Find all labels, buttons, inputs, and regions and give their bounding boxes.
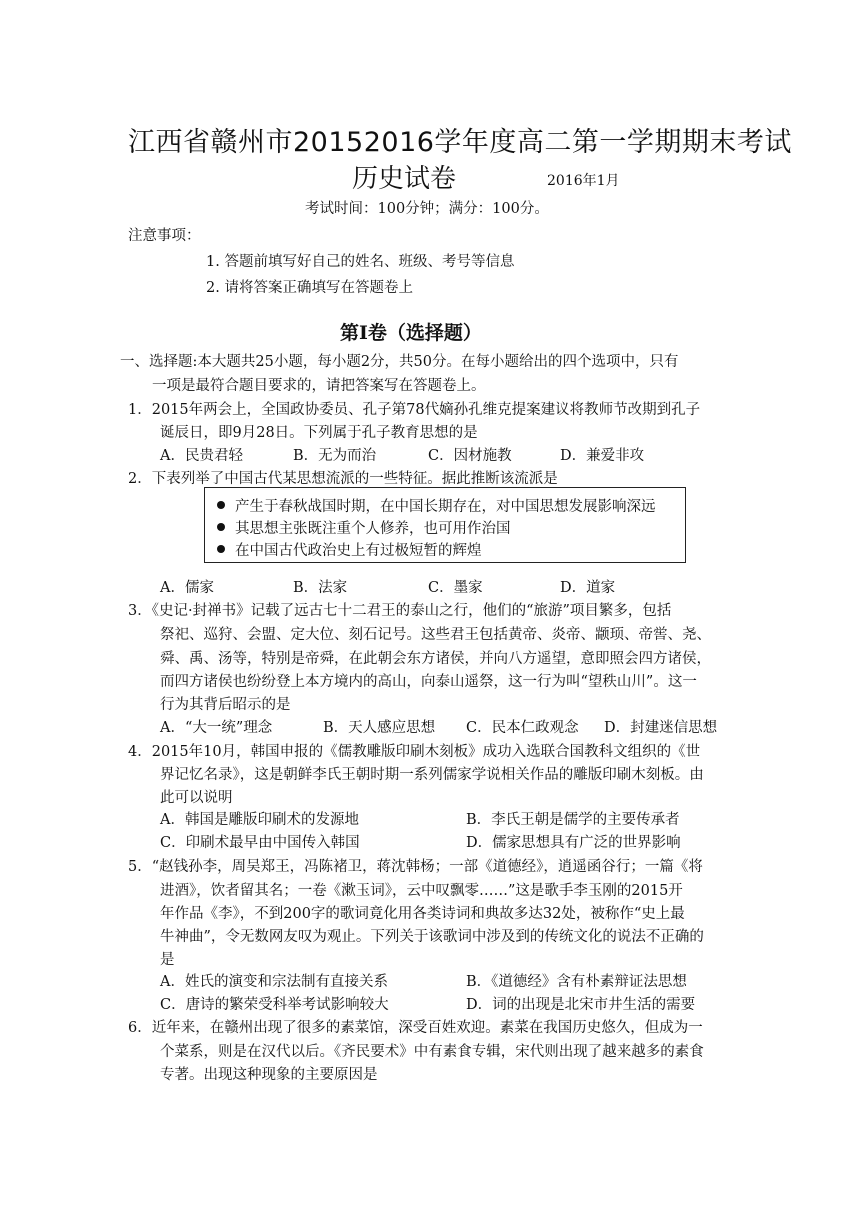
section-instruction: 一、选择题:本大题共25小题，每小题2分，共50分。在每小题给出的四个选项中，只有 [120,354,679,370]
question-3-text: 祭祀、巡狩、会盟、定大位、刻石记号。这些君王包括黄帝、炎帝、颛顼、帝喾、尧、 [160,627,711,643]
question-1-text: 1．2015年两会上，全国政协委员、孔子第78代嫡孙孔维克提案建议将教师节改期到孔子 [128,402,701,418]
question-3-text: 3．《史记·封禅书》记载了远古七十二君王的泰山之行，他们的“旅游”项目繁多，包括 [128,603,672,619]
q4-option-b: B．李氏王朝是儒学的主要传承者 [466,812,680,828]
q3-option-d: D．封建迷信思想 [604,720,718,736]
feature-item: 其思想主张既注重个人修养，也可用作治国 [217,517,511,538]
q3-option-c: C．民本仁政观念 [466,720,579,736]
bullet-icon [217,523,225,531]
exam-title: 江西省赣州市20152016学年度高二第一学期期末考试 [128,127,792,158]
q1-option-a: A．民贵君轻 [160,448,243,464]
q1-option-b: B．无为而治 [293,448,377,464]
bullet-icon [217,501,225,509]
question-6-text: 6．近年来，在赣州出现了很多的素菜馆，深受百姓欢迎。素菜在我国历史悠久，但成为一 [128,1020,703,1036]
q5-option-b: B．《道德经》含有朴素辩证法思想 [466,974,687,990]
q3-option-a: A．“大一统”理念 [160,720,273,736]
exam-subtitle: 历史试卷 [352,164,457,194]
q5-option-d: D．词的出现是北宋市井生活的需要 [466,997,696,1013]
question-5-text: 5．“赵钱孙李，周吴郑王，冯陈褚卫，蒋沈韩杨；一部《道德经》，逍遥函谷行；一篇《将 [128,859,703,875]
exam-date: 2016年1月 [547,173,620,189]
notes-heading: 注意事项： [128,228,201,244]
q4-option-a: A．韩国是雕版印刷术的发源地 [160,812,359,828]
note-item: 1. 答题前填写好自己的姓名、班级、考号等信息 [206,254,515,270]
section-title: 第Ⅰ卷（选择题） [340,322,482,344]
exam-info: 考试时间：100分钟；满分：100分。 [305,201,549,217]
question-3-text: 舜、禹、汤等，特别是帝舜，在此朝会东方诸侯，并向八方遥望，意即照会四方诸侯， [160,651,711,667]
question-4-text: 4．2015年10月，韩国申报的《儒教雕版印刷木刻板》成功入选联合国教科文组织的《世 [128,744,701,760]
question-5-text: 进酒》，饮者留其名；一卷《漱玉词》，云中叹飘零……”这是歌手李玉刚的2015开 [160,883,683,899]
q2-option-b: B．法家 [293,580,348,596]
question-3-text: 行为其背后昭示的是 [160,697,291,713]
question-5-text: 年作品《李》，不到200字的歌词竟化用各类诗词和典故多达32处，被称作“史上最 [160,906,685,922]
features-box [204,487,686,563]
question-5-text: 是 [160,952,175,968]
question-4-text: 此可以说明 [160,790,233,806]
bullet-icon [217,545,225,553]
feature-item: 在中国古代政治史上有过极短暂的辉煌 [217,539,482,560]
section-instruction: 一项是最符合题目要求的，请把答案写在答题卷上。 [152,378,486,394]
question-4-text: 界记忆名录》，这是朝鲜李氏王朝时期一系列儒家学说相关作品的雕版印刷木刻板。由 [160,767,704,783]
q3-option-b: B．天人感应思想 [323,720,436,736]
q4-option-c: C．印刷术最早由中国传入韩国 [160,835,360,851]
q5-option-c: C．唐诗的繁荣受科举考试影响较大 [160,997,389,1013]
question-6-text: 专著。出现这种现象的主要原因是 [160,1067,378,1083]
question-5-text: 牛神曲”，令无数网友叹为观止。下列关于该歌词中涉及到的传统文化的说法不正确的 [160,929,704,945]
q1-option-d: D．兼爱非攻 [560,448,645,464]
question-3-text: 而四方诸侯也纷纷登上本方境内的高山，向泰山遥祭，这一行为叫“望秩山川”。这一 [160,674,697,690]
note-item: 2. 请将答案正确填写在答题卷上 [206,280,413,296]
question-1-text: 诞辰日，即9月28日。下列属于孔子教育思想的是 [160,425,478,441]
q4-option-d: D．儒家思想具有广泛的世界影响 [466,835,681,851]
question-2-text: 2．下表列举了中国古代某思想流派的一些特征。据此推断该流派是 [128,471,558,487]
q2-option-c: C．墨家 [428,580,483,596]
q2-option-a: A．儒家 [160,580,214,596]
q1-option-c: C．因材施教 [428,448,512,464]
feature-item: 产生于春秋战国时期，在中国长期存在，对中国思想发展影响深远 [217,495,656,516]
q5-option-a: A．姓氏的演变和宗法制有直接关系 [160,974,388,990]
question-6-text: 个菜系，则是在汉代以后。《齐民要术》中有素食专辑，宋代则出现了越来越多的素食 [160,1044,704,1060]
q2-option-d: D．道家 [560,580,616,596]
